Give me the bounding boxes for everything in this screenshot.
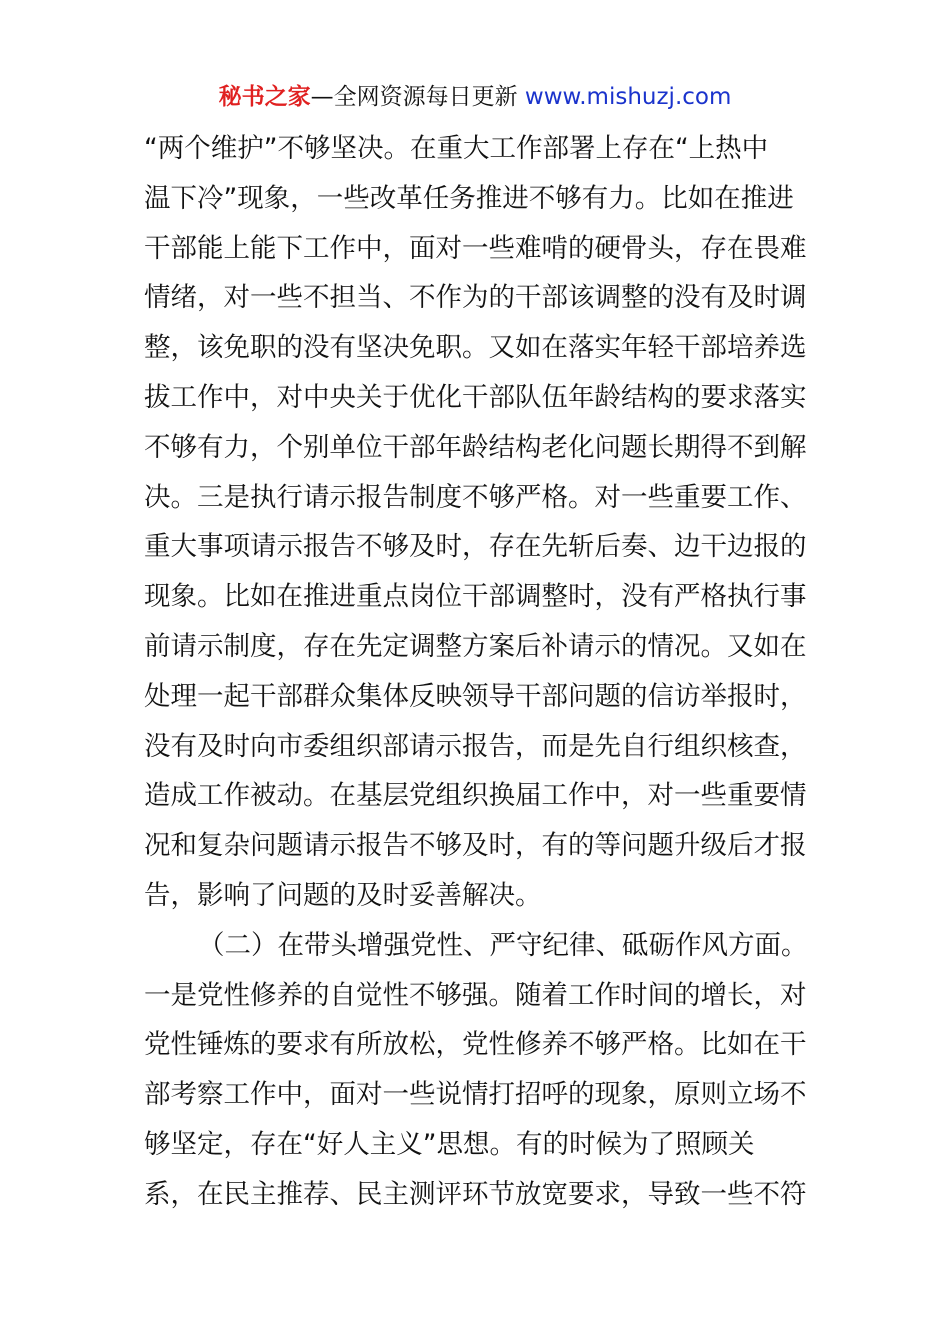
text-line: （二）在带头增强党性、严守纪律、砥砺作风方面。 [198,929,808,961]
document-body [144,124,810,1220]
site-url[interactable]: www.mishuzj.com [524,84,732,110]
text-line: 拔工作中，对中央关于优化干部队伍年龄结构的要求落实 [144,381,807,413]
text-line: 够坚定，存在“好人主义”思想。有的时候为了照顾关 [144,1128,755,1160]
text-line: 系，在民主推荐、民主测评环节放宽要求，导致一些不符 [144,1178,807,1210]
paragraph [144,124,810,921]
text-line: 没有及时向市委组织部请示报告，而是先自行组织核查， [144,730,807,762]
text-line: 情绪，对一些不担当、不作为的干部该调整的没有及时调 [144,282,807,314]
text-line: 造成工作被动。在基层党组织换届工作中，对一些重要情 [144,780,807,812]
text-line: 党性锤炼的要求有所放松，党性修养不够严格。比如在干 [144,1029,807,1061]
text-line: 干部能上能下工作中，面对一些难啃的硬骨头，存在畏难 [144,232,807,264]
text-line: 部考察工作中，面对一些说情打招呼的现象，原则立场不 [144,1079,807,1111]
text-line: 重大事项请示报告不够及时，存在先斩后奏、边干边报的 [144,531,807,563]
site-brand: 秘书之家 [218,84,311,110]
text-line: 现象。比如在推进重点岗位干部调整时，没有严格执行事 [144,581,807,613]
text-line: 前请示制度，存在先定调整方案后补请示的情况。又如在 [144,630,807,662]
text-line: 处理一起干部群众集体反映领导干部问题的信访举报时， [144,680,807,712]
text-line: 一是党性修养的自觉性不够强。随着工作时间的增长，对 [144,979,807,1011]
text-line: 不够有力，个别单位干部年龄结构老化问题长期得不到解 [144,431,807,463]
paragraph [144,921,810,1220]
text-line: 温下冷”现象，一些改革任务推进不够有力。比如在推进 [144,182,794,214]
text-line: 整，该免职的没有坚决免职。又如在落实年轻干部培养选 [144,332,807,364]
text-line: 决。三是执行请示报告制度不够严格。对一些重要工作、 [144,481,807,513]
page-header [0,80,950,114]
text-line: 告，影响了问题的及时妥善解决。 [144,879,542,911]
text-line: “两个维护”不够坚决。在重大工作部署上存在“上热中 [144,133,769,164]
text-line: 况和复杂问题请示报告不够及时，有的等问题升级后才报 [144,830,807,862]
site-tagline: —全网资源每日更新 [310,84,525,110]
